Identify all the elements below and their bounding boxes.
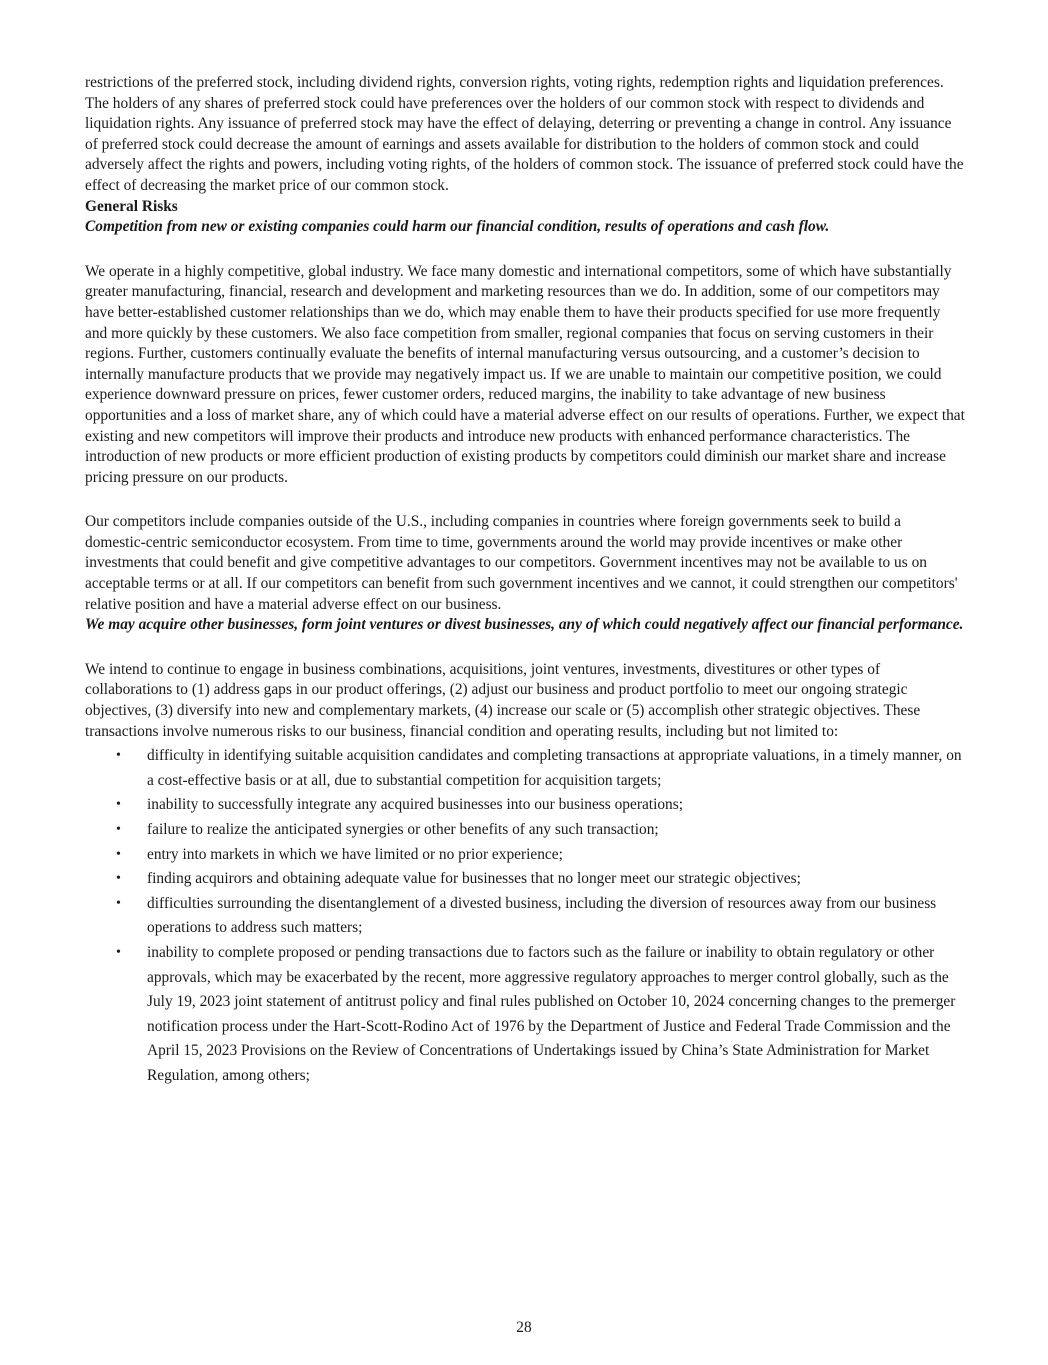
section-heading-general-risks: General Risks <box>85 197 178 215</box>
risk-heading-competition: Competition from new or existing companies could harm our financial condition, results of operations and cash flow. <box>85 218 830 236</box>
bullet-icon: • <box>116 748 121 764</box>
list-item-text: finding acquirors and obtaining adequate value for businesses that no longer meet our strategic objectives; <box>147 870 801 888</box>
list-item-text: difficulty in identifying suitable acquisition candidates and completing transactions at appropriate valuations, in a timely manner, on a cost-effective basis or at all, due to substantial competition for acquisition targets; <box>147 747 962 789</box>
competition-paragraph-2: Our competitors include companies outside of the U.S., including companies in countries where foreign governments seek to build a domestic-centric semiconductor ecosystem. From time to time, governments around the world may provide incentives or make other investments that could benefit and give competitive advantages to our competitors. Government incentives may not be available to us on acceptable terms or at all. If our competitors can benefit from such government incentives and we cannot, it could strengthen our competitors' relative position and have a material adverse effect on our business. <box>85 513 958 613</box>
list-item <box>85 818 965 843</box>
list-item-text: inability to complete proposed or pending transactions due to factors such as the failure or inability to obtain regulatory or other approvals, which may be exacerbated by the recent, more aggressive regulatory approaches to merger control globally, such as the July 19, 2023 joint statement of antitrust policy and final rules published on October 10, 2024 concerning changes to the premerger notification process under the Hart-Scott-Rodino Act of 1976 by the Department of Justice and Federal Trade Commission and the April 15, 2023 Provisions on the Review of Concentrations of Undertakings issued by China’s State Administration for Market Regulation, among others; <box>147 943 956 1084</box>
list-item <box>85 793 965 818</box>
bullet-icon: • <box>116 846 121 862</box>
document-page <box>85 73 965 1089</box>
list-item-text: difficulties surrounding the disentanglement of a divested business, including the diversion of resources away from our business operations to address such matters; <box>147 894 937 937</box>
bullet-icon: • <box>116 822 121 837</box>
list-item-text: failure to realize the anticipated synergies or other benefits of any such transaction; <box>147 821 659 838</box>
list-item-text: inability to successfully integrate any acquired businesses into our business operations; <box>147 796 683 814</box>
list-item <box>85 867 965 892</box>
list-item <box>85 892 965 941</box>
bullet-icon: • <box>116 895 121 911</box>
list-item <box>85 843 965 868</box>
bullet-icon: • <box>116 944 121 960</box>
list-item-text: entry into markets in which we have limited or no prior experience; <box>147 845 563 863</box>
risk-heading-acquisitions: We may acquire other businesses, form joint ventures or divest businesses, any of which could negatively affect our financial performance. <box>85 616 964 634</box>
list-item <box>85 941 965 1089</box>
acquisition-risks-list <box>85 744 965 1088</box>
bullet-icon: • <box>116 797 121 813</box>
acquisitions-paragraph: We intend to continue to engage in business combinations, acquisitions, joint ventures, investments, divestitures or other types of collaborations to (1) address gaps in our product offerings, (2) adjust our business and product portfolio to meet our ongoing strategic objectives, (3) diversify into new and complementary markets, (4) increase our scale or (5) accomplish other strategic objectives. These transactions involve numerous risks to our business, financial condition and operating results, including but not limited to: <box>85 660 921 740</box>
competition-paragraph-1: We operate in a highly competitive, global industry. We face many domestic and international competitors, some of which have substantially greater manufacturing, financial, research and development and marketing resources than we do. In addition, some of our competitors may have better-established customer relationships than we do, which may enable them to have their products specified for use more frequently and more quickly by these customers. We also face competition from smaller, regional companies that focus on serving customers in their regions. Further, customers continually evaluate the benefits of internal manufacturing versus outsourcing, and a customer’s decision to internally manufacture products that we provide may negatively impact us. If we are unable to maintain our competitive position, we could experience downward pressure on prices, fewer customer orders, reduced margins, the inability to take advantage of new business opportunities and a loss of market share, any of which could have a material adverse effect on our results of operations. Further, we expect that existing and new competitors will improve their products and introduce new products with enhanced performance characteristics. The introduction of new products or more efficient production of existing products by competitors could diminish our market share and increase pricing pressure on our products. <box>85 262 965 486</box>
page-number: 28 <box>516 1319 532 1336</box>
list-item <box>85 744 965 793</box>
intro-paragraph: restrictions of the preferred stock, including dividend rights, conversion rights, voting rights, redemption rights and liquidation preferences. The holders of any shares of preferred stock could have preferences over the holders of our common stock with respect to dividends and liquidation rights. Any issuance of preferred stock may have the effect of delaying, deterring or preventing a change in control. Any issuance of preferred stock could decrease the amount of earnings and assets available for distribution to the holders of common stock and could adversely affect the rights and powers, including voting rights, of the holders of common stock. The issuance of preferred stock could have the effect of decreasing the market price of our common stock. <box>85 74 964 194</box>
bullet-icon: • <box>116 871 121 887</box>
